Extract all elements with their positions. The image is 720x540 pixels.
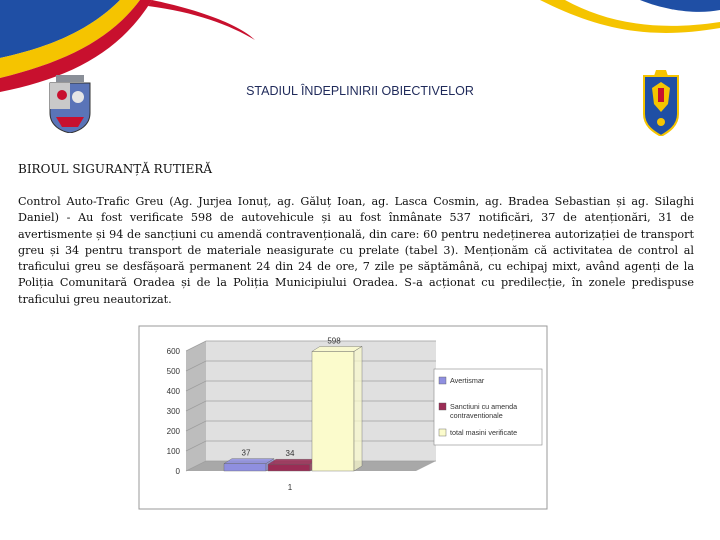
- police-crest-icon: [640, 70, 682, 136]
- bar-top-2: [268, 459, 318, 464]
- y-tick-label: 400: [166, 387, 180, 396]
- city-coat-of-arms-icon: [48, 75, 92, 133]
- legend-swatch-3: [439, 429, 446, 436]
- legend-label-2: Sanctiuni cu amenda contraventionale: [450, 402, 518, 420]
- section-heading: BIROUL SIGURANȚĂ RUTIERĂ: [18, 162, 213, 176]
- y-tick-label: 0: [175, 467, 180, 476]
- y-tick-label: 600: [166, 347, 180, 356]
- bar-top-3: [312, 346, 362, 351]
- legend-swatch-2: [439, 403, 446, 410]
- data-label: 598: [327, 336, 341, 346]
- x-tick-label: 1: [287, 483, 293, 492]
- bar-chart: [138, 325, 548, 510]
- ribbon-red-arc: [148, 0, 255, 40]
- y-tick-label: 200: [166, 427, 180, 436]
- bar-top-1: [224, 459, 274, 464]
- bar-side-3: [354, 346, 362, 471]
- legend-label-1: Avertismar: [450, 376, 485, 385]
- y-tick-label: 100: [166, 447, 180, 456]
- data-label: 37: [241, 448, 251, 458]
- y-tick-label: 300: [166, 407, 180, 416]
- bar-3: [312, 351, 354, 471]
- bar-1: [224, 464, 266, 471]
- data-label: 34: [285, 449, 295, 459]
- bar-2: [268, 464, 310, 471]
- y-tick-label: 500: [166, 367, 180, 376]
- body-paragraph: Control Auto-Trafic Greu (Ag. Jurjea Ionuț, ag. Găluț Ioan, ag. Lasca Cosmin, ag. Bradea Sebastian și ag. Silaghi Daniel) - Au fost verificate 598 de autovehicule și au fost înmânate 537 notificări, 37 de atenționări, 31 de avertismente și 94 de sancțiuni cu amendă contravențională, din care: 60 pentru nedeținerea autorizației de transport greu și 34 pentru transport de materiale neasigurate cu prelate (tabel 3). Menționăm că activitatea de control al traficului greu se desfășoară permanent 24 din 24 de ore, 7 zile pe săptămână, cu echipaj mixt, având agenți de la Poliția Comunitară Oradea și de la Poliția Municipiului Oradea. S-a acționat cu predilecție, în zonele predispuse traficului greu neautorizat.: [18, 195, 694, 306]
- page-title: STADIUL ÎNDEPLINIRII OBIECTIVELOR: [246, 84, 474, 98]
- ribbon-blue-arc-right: [640, 0, 720, 12]
- legend-swatch-1: [439, 377, 446, 384]
- legend-label-3: total masini verificate: [450, 428, 518, 437]
